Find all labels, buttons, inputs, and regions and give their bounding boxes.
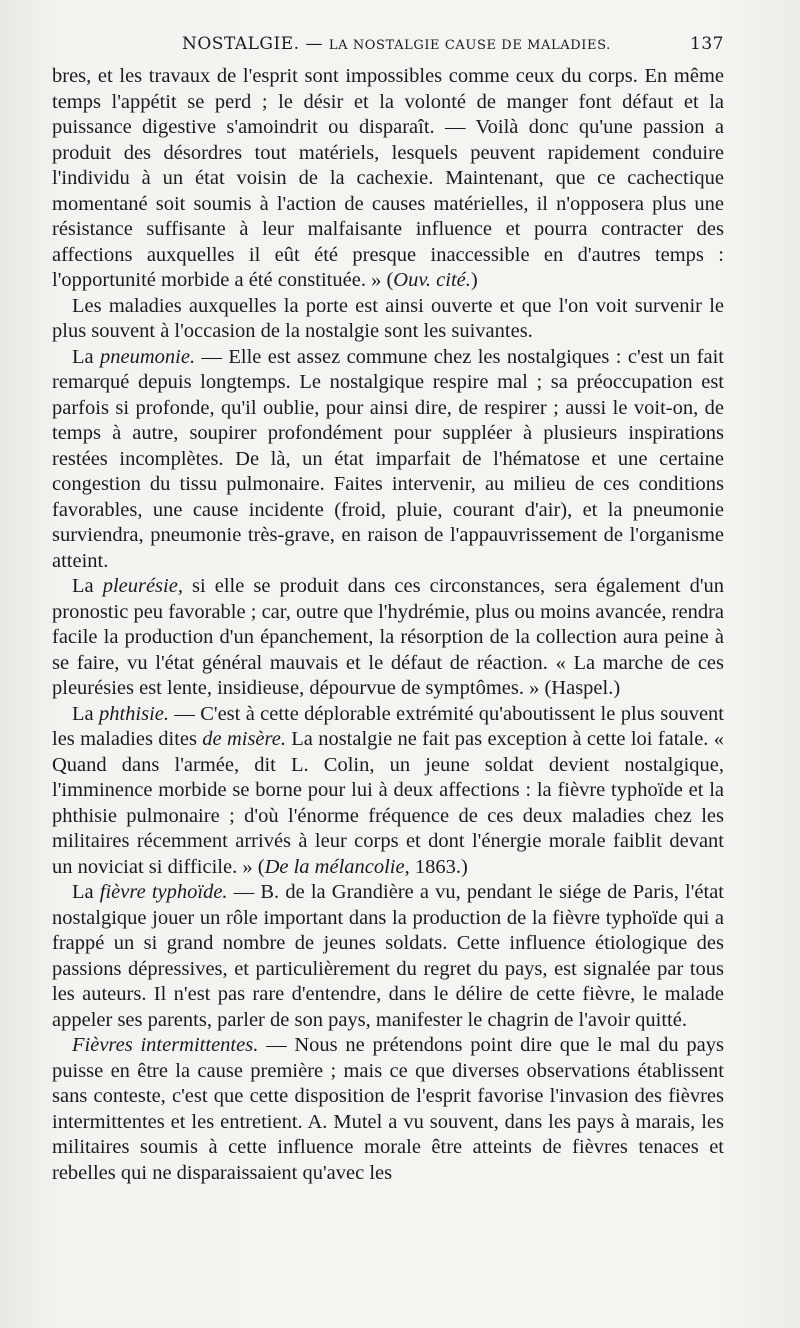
paragraph-text: La bbox=[72, 575, 103, 597]
paragraph-4 bbox=[52, 574, 724, 702]
italic-phrase: de misère. bbox=[202, 728, 286, 750]
italic-citation: Ouv. cité. bbox=[393, 269, 471, 291]
section-term: fièvre typhoïde. bbox=[99, 881, 228, 903]
paragraph-text: — B. de la Grandière a vu, pendant le siége de Paris, l'état nostalgique jouer un rôle important dans la production de la fièvre typhoïde qui a frappé un si grand nombre de jeunes soldats. Cette influence étiologique des passions dépressives, et particulièrement du regret du pays, est signalée par tous les auteurs. Il n'est pas rare d'entendre, dans le délire de cette fièvre, le malade appeler ses parents, parler de son pays, manifester le chagrin de l'avoir quitté. bbox=[52, 881, 724, 1031]
section-term: pleurésie, bbox=[102, 575, 183, 597]
paragraph-text: La bbox=[72, 881, 100, 903]
section-term: Fièvres intermittentes. bbox=[72, 1034, 259, 1056]
paragraph-text: 1863.) bbox=[409, 855, 468, 878]
section-term: pneumonie. bbox=[100, 345, 196, 368]
page-number: 137 bbox=[690, 34, 724, 54]
paragraph-text: bres, et les travaux de l'esprit sont impossibles comme ceux du corps. En même temps l'appétit se perd ; le désir et la volonté de manger font défaut et la puissance digestive s'amoindrit ou disparaît. — Voilà donc qu'une passion a produit des désordres tout matériels, lesquels peuvent rapidement conduire l'individu à un état voisin de la cachexie. Maintenant, que ce cachectique momentané soit soumis à l'action de causes matérielles, il n'opposera plus une résistance suffisante à leur malfaisante influence et pourra contracter des affections auxquelles il eût été presque inaccessible en d'autres temps : l'opportunité morbide a été constituée. » ( bbox=[52, 65, 724, 291]
paragraph-text: ) bbox=[470, 269, 478, 291]
header-title bbox=[182, 34, 611, 54]
paragraph-text: — Nous ne prétendons point dire que le mal du pays puisse en être la cause première ; mais ce que diverses observations établissent sans conteste, c'est que cette disposition de l'esprit favorise l'invasion des fièvres intermittentes et les entretient. A. Mutel a vu souvent, dans les pays à marais, les militaires soumis à cette influence morale être atteints de fièvres tenaces et rebelles qui ne disparaissaient qu'avec les bbox=[52, 1034, 724, 1184]
paragraph-text: — Elle est assez commune chez les nostalgiques : c'est un fait remarqué depuis longtemps. Le nostalgique respire mal ; sa préoccupation est parfois si profonde, qu'il oublie, pour ainsi dire, de respirer ; aussi le voit-on, de temps à autre, soupirer profondément pour suppléer à plusieurs inspirations restées incomplètes. De là, un état imparfait de l'hématose et une certaine congestion du tissu pulmonaire. Faites intervenir, au milieu de ces conditions favorables, une cause incidente (froid, pluie, courant d'air), et la pneumonie surviendra, pneumonie très-grave, en raison de l'appauvrissement de l'organisme atteint. bbox=[52, 345, 724, 572]
section-term: phthisie. bbox=[98, 702, 170, 725]
running-header bbox=[52, 34, 724, 58]
italic-citation: De la mélancolie, bbox=[264, 855, 410, 878]
body-text bbox=[52, 64, 724, 1186]
paragraph-5 bbox=[52, 702, 724, 881]
paragraph-text: La bbox=[72, 702, 99, 725]
header-title-main: NOSTALGIE. bbox=[182, 34, 300, 54]
paragraph-text: si elle se produit dans ces circonstances, sera également d'un pronostic peu favorable ; car, outre que l'hydrémie, plus ou moins avancée, rendra facile la production d'un épanchement, la résorption de la collection aura peine à se faire, vu l'état général mauvais et le défaut de réaction. « La marche de ces pleurésies est lente, insidieuse, dépourvue de symptômes. » (Haspel.) bbox=[52, 575, 725, 699]
paragraph-text: La bbox=[72, 345, 101, 368]
paragraph-text: — C'est à cette déplorable extrémité qu'aboutissent le plus souvent les maladies dites bbox=[52, 702, 724, 750]
paragraph-3 bbox=[52, 345, 724, 575]
header-dash: — bbox=[299, 34, 329, 54]
paragraph-7 bbox=[52, 1033, 724, 1186]
paragraph-6 bbox=[52, 880, 724, 1033]
header-subtitle: LA NOSTALGIE CAUSE DE MALADIES. bbox=[328, 38, 611, 53]
paragraph-1 bbox=[52, 64, 724, 294]
paragraph-text: La nostalgie ne fait pas exception à cette loi fatale. « Quand dans l'armée, dit L. Colin, un jeune soldat devient nostalgique, l'imminence morbide se borne pour lui à deux affections : la fièvre typhoïde et la phthisie pulmonaire ; d'où l'énorme fréquence de ces deux maladies chez les militaires récemment arrivés à leur corps et dont l'énergie morale faiblit devant un noviciat si difficile. » ( bbox=[52, 728, 724, 878]
paragraph-2: Les maladies auxquelles la porte est ainsi ouverte et que l'on voit survenir le plus souvent à l'occasion de la nostalgie sont les suivantes. bbox=[52, 294, 724, 342]
